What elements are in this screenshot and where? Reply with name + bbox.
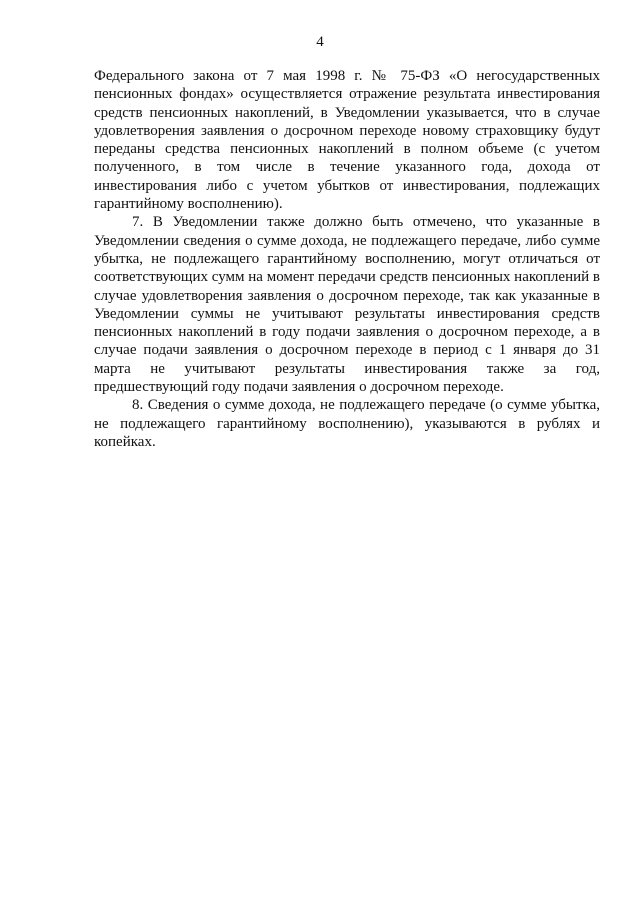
paragraph-item-8: 8. Сведения о сумме дохода, не подлежащего передаче (о сумме убытка, не подлежащего гарантийному восполнению), указываются в рублях и копейках.: [94, 397, 600, 450]
document-body: [94, 67, 600, 451]
paragraph-continuation: Федерального закона от 7 мая 1998 г. № 75-ФЗ «О негосударственных пенсионных фондах» осуществляется отражение результата инвестирования средств пенсионных накоплений, в Уведомлении указывается, что в случае удовлетворения заявления о досрочном переходе новому страховщику будут переданы средства пенсионных накоплений в полном объеме (с учетом полученного, в том числе в течение указанного года, дохода от инвестирования либо с учетом убытков от инвестирования, подлежащих гарантийному восполнению).: [94, 68, 600, 213]
paragraph-item-7: 7. В Уведомлении также должно быть отмечено, что указанные в Уведомлении сведения о сумме дохода, не подлежащего передаче, либо сумме убытка, не подлежащего гарантийному восполнению, могут отличаться от соответствующих сумм на момент передачи средств пенсионных накоплений в случае удовлетворения заявления о досрочном переходе, так как указанные в Уведомлении суммы не учитывают результаты инвестирования средств пенсионных накоплений в году подачи заявления о досрочном переходе, а в случае подачи заявления о досрочном переходе в период с 1 января до 31 марта не учитывают результаты инвестирования также за год, предшествующий году подачи заявления о досрочном переходе.: [94, 214, 600, 396]
page-number: 4: [316, 34, 324, 50]
